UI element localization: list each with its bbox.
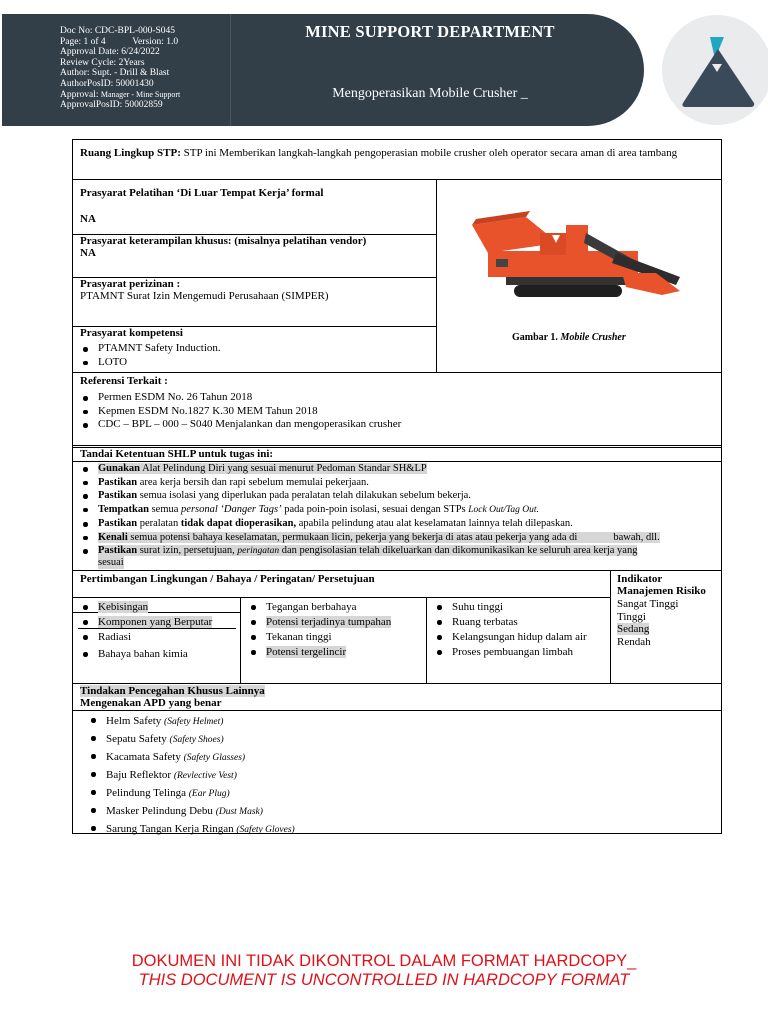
- shlp-text: dan pengisolasian telah dikeluarkan dan dikomunikasikan ke seluruh area kerja yang: [281, 545, 638, 556]
- apd-english: (Ear Plug): [188, 789, 230, 799]
- shlp-text: peralatan: [139, 518, 179, 529]
- hazard-list-2: [246, 600, 391, 660]
- list-item: [78, 600, 212, 615]
- hazard-text: Komponen yang Berputar: [98, 616, 213, 628]
- list-item: [78, 785, 295, 803]
- highlight: [98, 545, 637, 556]
- shlp-text: area kerja bersih dan rapi sebelum memulai pekerjaan.: [139, 476, 369, 488]
- divider: [426, 597, 427, 683]
- risk-indicator-list: [617, 598, 678, 648]
- divider: [436, 179, 437, 372]
- list-item: [78, 713, 295, 731]
- shlp-keyword: Gunakan: [98, 463, 141, 474]
- referensi-label: Referensi Terkait :: [80, 375, 168, 387]
- lingkungan-label: Pertimbangan Lingkungan / Bahaya / Peringatan/ Persetujuan: [80, 573, 375, 585]
- divider: [72, 597, 610, 598]
- list-item: [78, 615, 212, 630]
- list-item: [78, 517, 660, 531]
- document-subtitle: Mengoperasikan Mobile Crusher _: [332, 86, 528, 101]
- list-item: Kelangsungan hidup dalam air: [432, 630, 587, 645]
- shlp-keyword: tidak dapat dioperasikan,: [180, 518, 297, 529]
- highlight: [98, 463, 427, 474]
- list-item: [246, 615, 391, 630]
- list-item: PTAMNT Safety Induction.: [78, 342, 221, 356]
- referensi-list: [78, 391, 401, 432]
- shlp-keyword: Pastikan: [98, 518, 138, 529]
- risk-level-sedang: Sedang: [617, 623, 650, 635]
- list-item: [78, 544, 660, 559]
- document-metadata: [60, 26, 180, 111]
- list-item: Bahaya bahan kimia: [78, 647, 212, 662]
- divider: [72, 372, 722, 373]
- page-version-row: [60, 37, 180, 48]
- shlp-italic: peringatan: [237, 546, 280, 556]
- apd-name: Kacamata Safety: [106, 751, 181, 763]
- page-number: Page: 1 of 4: [60, 36, 106, 47]
- shlp-keyword: Pastikan: [98, 476, 138, 488]
- list-item: Proses pembuangan limbah: [432, 645, 587, 660]
- list-item: [78, 803, 295, 821]
- shlp-text: bawah, dll.: [613, 531, 660, 543]
- approval-row: [60, 90, 180, 101]
- apd-name: Masker Pelindung Debu: [106, 805, 213, 817]
- ruang-lingkup-row: [80, 147, 677, 160]
- shlp-text: surat izin, persetujuan,: [139, 545, 235, 556]
- approval-label: Approval:: [60, 89, 99, 100]
- list-item: Kepmen ESDM No.1827 K.30 MEM Tahun 2018: [78, 405, 401, 419]
- figure-caption-prefix: Gambar 1.: [512, 332, 558, 343]
- list-item: Ruang terbatas: [432, 615, 587, 630]
- hazard-text: Kebisingan: [98, 601, 149, 613]
- author: Author: Supt. - Drill & Blast: [60, 68, 170, 79]
- indikator-label: Indikator: [617, 573, 663, 585]
- list-item: LOTO: [78, 356, 221, 370]
- document-header: [2, 14, 644, 126]
- prasyarat-kompetensi-label: Prasyarat kompetensi: [80, 327, 183, 339]
- shlp-keyword: Pastikan: [98, 545, 138, 556]
- list-item: [246, 645, 391, 660]
- list-item: Suhu tinggi: [432, 600, 587, 615]
- hazard-list-1: [78, 600, 212, 662]
- apd-english: (Safety Helmet): [164, 717, 224, 727]
- hazard-text: Potensi tergelincir: [266, 646, 347, 658]
- list-item: Radiasi: [78, 630, 212, 645]
- shlp-text: Alat Pelindung Diri yang sesuai menurut Pedoman Standar SH&LP: [142, 463, 427, 474]
- shlp-text: semua: [151, 503, 179, 515]
- apd-name: Sarung Tangan Kerja Ringan: [106, 823, 234, 835]
- divider: [72, 710, 722, 711]
- mobile-crusher-image: [466, 203, 696, 321]
- list-item: [78, 503, 660, 518]
- figure-caption-title: Mobile Crusher: [560, 332, 626, 343]
- list-item: [78, 731, 295, 749]
- hazard-list-3: [432, 600, 587, 660]
- indikator-label-2: Manajemen Risiko: [617, 585, 706, 597]
- apd-name: Pelindung Telinga: [106, 787, 186, 799]
- apd-english: (Safety Glasses): [183, 753, 246, 763]
- divider: [72, 683, 722, 684]
- hazard-text: Potensi terjadinya tumpahan: [266, 616, 392, 628]
- list-item: [78, 476, 660, 490]
- shlp-keyword: Kenali: [98, 531, 128, 543]
- prasyarat-pelatihan-value: NA: [80, 213, 96, 225]
- approval-date: Approval Date: 6/24/2022: [60, 47, 160, 58]
- divider: [72, 179, 722, 180]
- header-divider: [230, 14, 231, 126]
- shlp-list: [78, 462, 660, 559]
- divider: [72, 445, 722, 446]
- prasyarat-perizinan-value: PTAMNT Surat Izin Mengemudi Perusahaan (SIMPER): [80, 290, 329, 302]
- doc-number: Doc No: CDC-BPL-000-S045: [60, 26, 176, 36]
- risk-level-sedang-row: [617, 623, 678, 636]
- ruang-lingkup-label: Ruang Lingkup STP:: [80, 147, 181, 159]
- author-pos-id: AuthorPosID: 50001430: [60, 78, 154, 89]
- tindakan-label-text: Tindakan Pencegahan Khusus Lainnya: [80, 685, 265, 697]
- apd-english: (Revlective Vest): [173, 771, 237, 781]
- shlp-text: semua potensi bahaya keselamatan, permukaan licin, pekerja yang bekerja di atas atau pekerja yang ada di: [130, 531, 578, 543]
- amman-logo-icon: [662, 15, 768, 125]
- list-item: [78, 767, 295, 785]
- prasyarat-perizinan-label: Prasyarat perizinan :: [80, 278, 181, 290]
- list-item: Tegangan berbahaya: [246, 600, 391, 615]
- uncontrolled-notice-id: DOKUMEN INI TIDAK DIKONTROL DALAM FORMAT HARDCOPY_: [131, 952, 637, 970]
- shlp-label: Tandai Ketentuan SHLP untuk tugas ini:: [80, 448, 274, 460]
- list-item: [78, 489, 660, 503]
- shlp-italic: personal ‘Danger Tags’: [181, 503, 282, 515]
- uncontrolled-notice-en: THIS DOCUMENT IS UNCONTROLLED IN HARDCOPY FORMAT: [138, 971, 630, 989]
- list-item: [78, 749, 295, 767]
- shlp-text: semua isolasi yang diperlukan pada peralatan telah dilakukan sebelum bekerja.: [139, 490, 471, 501]
- approval-pos-id: ApprovalPosID: 50002859: [60, 100, 163, 111]
- prasyarat-keterampilan-value: NA: [80, 247, 96, 259]
- list-item: Tekanan tinggi: [246, 630, 391, 645]
- divider: [610, 570, 611, 683]
- logo-mountain-icon: [662, 15, 768, 125]
- version: Version: 1.0: [132, 36, 179, 47]
- shlp-text: apabila pelindung atau alat keselamatan lainnya telah dilepaskan.: [298, 518, 573, 529]
- apd-english: (Dust Mask): [215, 807, 263, 817]
- list-item: [78, 462, 660, 476]
- highlight: [98, 532, 660, 543]
- shlp-italic: Lock Out/Tag Out.: [468, 504, 539, 515]
- risk-level-sangat-tinggi: Sangat Tinggi: [617, 598, 679, 610]
- risk-level-tinggi: Tinggi: [617, 610, 646, 623]
- apd-label: Mengenakan APD yang benar: [80, 697, 222, 709]
- shlp-keyword: Tempatkan: [98, 503, 149, 515]
- list-item: [78, 531, 660, 545]
- department-title: MINE SUPPORT DEPARTMENT: [305, 22, 555, 41]
- apd-english: (Safety Gloves): [236, 825, 295, 835]
- divider: [72, 570, 722, 571]
- shlp-text-continuation: sesuai: [98, 557, 124, 568]
- apd-name: Helm Safety: [106, 715, 162, 727]
- apd-english: (Safety Shoes): [169, 735, 224, 745]
- list-item: Permen ESDM No. 26 Tahun 2018: [78, 391, 401, 405]
- prasyarat-keterampilan-label: Prasyarat keterampilan khusus: (misalnya pelatihan vendor): [80, 235, 367, 247]
- apd-name: Baju Reflektor: [106, 769, 172, 781]
- risk-level-rendah: Rendah: [617, 635, 651, 648]
- kompetensi-list: [78, 342, 221, 369]
- ruang-lingkup-text: STP ini Memberikan langkah-langkah pengoperasian mobile crusher oleh operator secara aman di area tambang: [183, 147, 678, 159]
- figure-caption: [512, 331, 626, 344]
- prasyarat-pelatihan-label: Prasyarat Pelatihan ‘Di Luar Tempat Kerja’ formal: [80, 187, 324, 199]
- apd-name: Sepatu Safety: [106, 733, 167, 745]
- divider: [240, 597, 241, 683]
- apd-list: [78, 713, 295, 839]
- list-item: [78, 821, 295, 839]
- shlp-text: pada poin-poin isolasi, sesuai dengan STPs: [284, 503, 466, 515]
- approver: Manager - Mine Support: [100, 89, 181, 99]
- shlp-keyword: Pastikan: [98, 490, 138, 501]
- list-item: CDC – BPL – 000 – S040 Menjalankan dan mengoperasikan crusher: [78, 418, 401, 432]
- review-cycle: Review Cycle: 2Years: [60, 57, 145, 68]
